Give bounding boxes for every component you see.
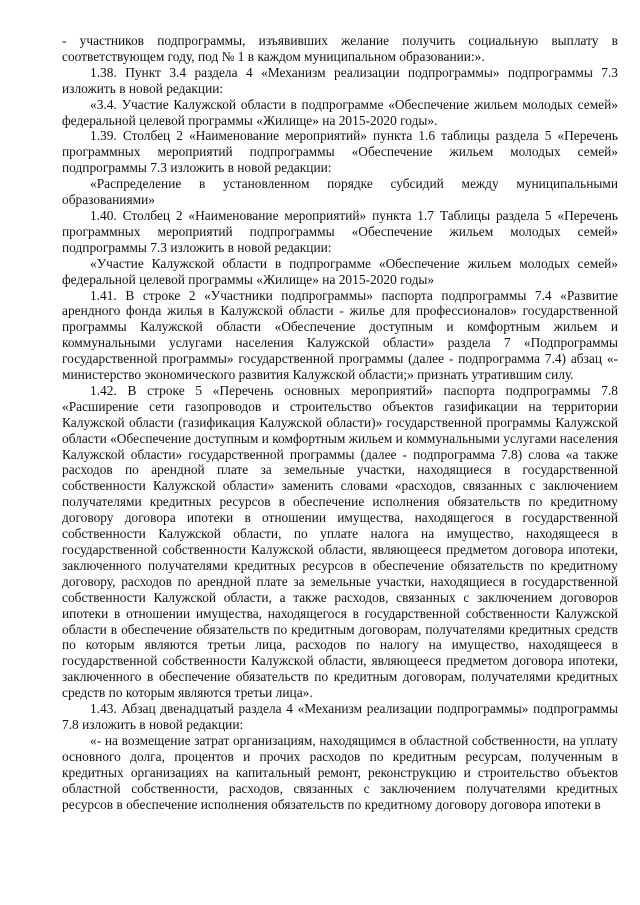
paragraph-10: 1.43. Абзац двенадцатый раздела 4 «Механизм реализации подпрограммы» подпрограммы 7.8 изложить в новой редакции: xyxy=(62,701,618,732)
paragraph-5: «Распределение в установленном порядке субсидий между муниципальными образованиями» xyxy=(62,176,618,208)
paragraph-7: «Участие Калужской области в подпрограмме «Обеспечение жильем молодых семей» федеральной целевой программы «Жилище» на 2015-2020 годы» xyxy=(62,255,618,287)
paragraph-1: - участников подпрограммы, изъявивших желание получить социальную выплату в соответствующем году, под № 1 в каждом муниципальном образовании:». xyxy=(62,33,618,64)
paragraph-11: «- на возмещение затрат организациям, находящимся в областной собственности, на уплату основного долга, процентов и прочих расходов по кредитным ресурсам, полученным в кредитных организациях на капитальный ремонт, реконструкцию и строительство объектов областной собственности, расходов, связанных с заключением получателями кредитных ресурсов в обеспечение исполнения обязательств по кредитному договору договора ипотеки в xyxy=(62,732,618,812)
paragraph-2: 1.38. Пункт 3.4 раздела 4 «Механизм реализации подпрограммы» подпрограммы 7.3 изложить в новой редакции: xyxy=(62,64,618,96)
paragraph-3: «3.4. Участие Калужской области в подпрограмме «Обеспечение жильем молодых семей» федеральной целевой программы «Жилище» на 2015-2020 годы». xyxy=(62,96,618,128)
paragraph-9: 1.42. В строке 5 «Перечень основных мероприятий» паспорта подпрограммы 7.8 «Расширение сети газопроводов и строительство объектов газификации на территории Калужской области (газификация Калужской области)» государственной программы Калужской области «Обеспечение доступным и комфортным жильем и коммунальными услугами населения Калужской области» государственной программы (далее - подпрограмма 7.8) слова «а также расходов по арендной плате за земельные участки, находящиеся в государственной собственности Калужской области» заменить словами «расходов, связанных с заключением получателями кредитных ресурсов в обеспечение исполнения обязательств по кредитному договору договора ипотеки в отношении имущества, находящегося в государственной собственности Калужской области, по уплате налога на имущество, находящееся в государственной собственности Калужской области, являющееся предметом договора ипотеки, заключенного получателями кредитных ресурсов в обеспечение обязательств по кредитному договору, расходов по арендной плате за земельные участки, находящиеся в государственной собственности Калужской области, а также расходов, связанных с заключением договоров ипотеки в отношении имущества, находящегося в государственной собственности Калужской области в обеспечение обязательств по кредитным договорам, получателями кредитных средств по которым являются третьи лица, расходов по налогу на имущество, находящееся в государственной собственности Калужской области, являющееся предметом договора ипотеки, заключенного в обеспечение обязательств по кредитным договорам, получателями кредитных средств по которым являются третьи лица». xyxy=(62,382,618,701)
paragraph-4: 1.39. Столбец 2 «Наименование мероприятий» пункта 1.6 таблицы раздела 5 «Перечень программных мероприятий подпрограммы «Обеспечение жильем молодых семей» подпрограммы 7.3 изложить в новой редакции: xyxy=(62,128,618,176)
paragraph-6: 1.40. Столбец 2 «Наименование мероприятий» пункта 1.7 Таблицы раздела 5 «Перечень программных мероприятий подпрограммы «Обеспечение жильем молодых семей» подпрограммы 7.3 изложить в новой редакции: xyxy=(62,207,618,255)
paragraph-8: 1.41. В строке 2 «Участники подпрограммы» паспорта подпрограммы 7.4 «Развитие арендного фонда жилья в Калужской области - жилье для профессионалов» государственной программы Калужской области «Обеспечение доступным и комфортным жильем и коммунальными услугами населения Калужской области» раздела 7 «Подпрограммы государственной программы» государственной программы (далее - подпрограмма 7.4) абзац «- министерство экономического развития Калужской области;» признать утратившим силу. xyxy=(62,287,618,383)
